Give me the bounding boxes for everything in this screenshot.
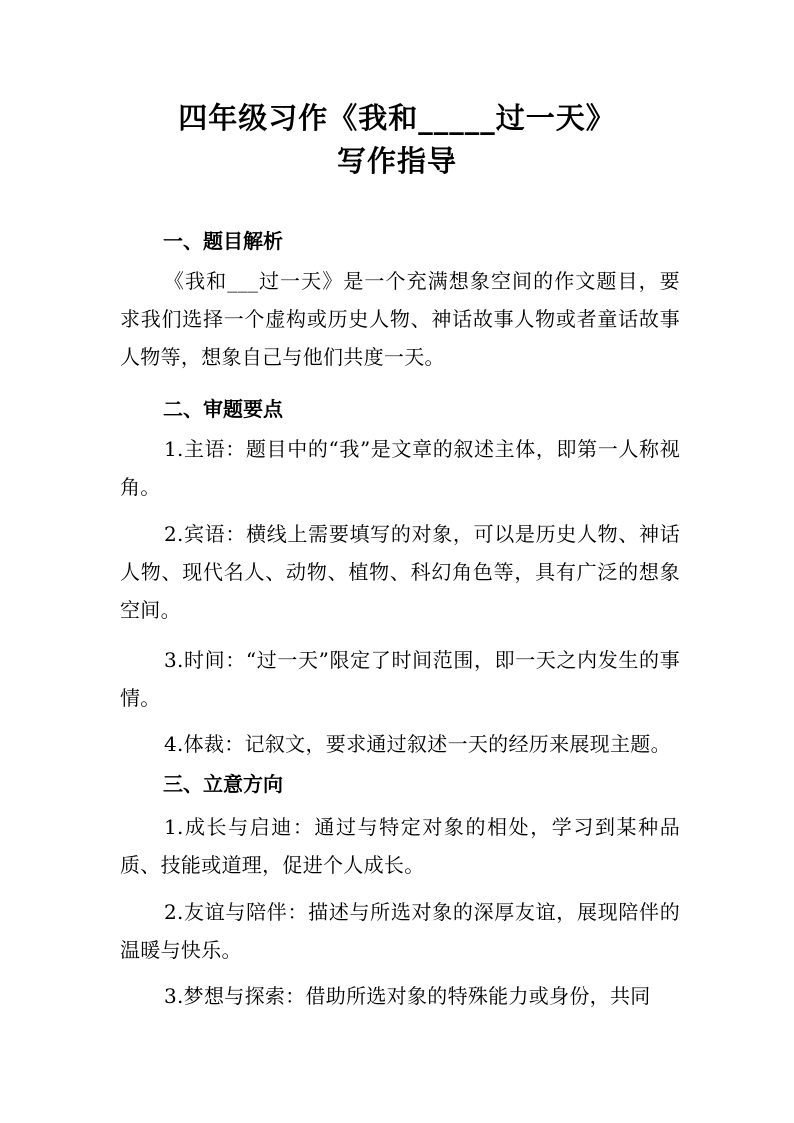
paragraph-growth: 1.成长与启迪：通过与特定对象的相处，学习到某种品质、技能或道理，促进个人成长。 xyxy=(120,815,680,877)
document-title: 四年级习作《我和_____过一天》 xyxy=(178,101,616,135)
document-subtitle: 写作指导 xyxy=(336,144,457,178)
paragraph-analysis: 《我和___过一天》是一个充满想象空间的作文题目，要求我们选择一个虚构或历史人物、神话故事人物或者童话故事人物等，想象自己与他们共度一天。 xyxy=(120,269,680,369)
paragraph-friendship: 2.友谊与陪伴：描述与所选对象的深厚友谊，展现陪伴的温暖与快乐。 xyxy=(120,900,680,962)
paragraph-genre: 4.体裁：记叙文，要求通过叙述一天的经历来展现主题。 xyxy=(164,732,671,756)
paragraph-time: 3.时间：“过一天”限定了时间范围，即一天之内发生的事情。 xyxy=(120,648,680,710)
section-heading-key-points: 二、审题要点 xyxy=(163,397,283,421)
paragraph-object: 2.宾语：横线上需要填写的对象，可以是历史人物、神话人物、现代名人、动物、植物、科幻角色等，具有广泛的想象空间。 xyxy=(120,522,680,622)
section-heading-themes: 三、立意方向 xyxy=(163,772,283,796)
section-heading-analysis: 一、题目解析 xyxy=(163,229,283,253)
paragraph-dream: 3.梦想与探索：借助所选对象的特殊能力或身份，共同 xyxy=(164,984,651,1008)
paragraph-subject: 1.主语：题目中的“我”是文章的叙述主体，即第一人称视角。 xyxy=(120,437,680,499)
